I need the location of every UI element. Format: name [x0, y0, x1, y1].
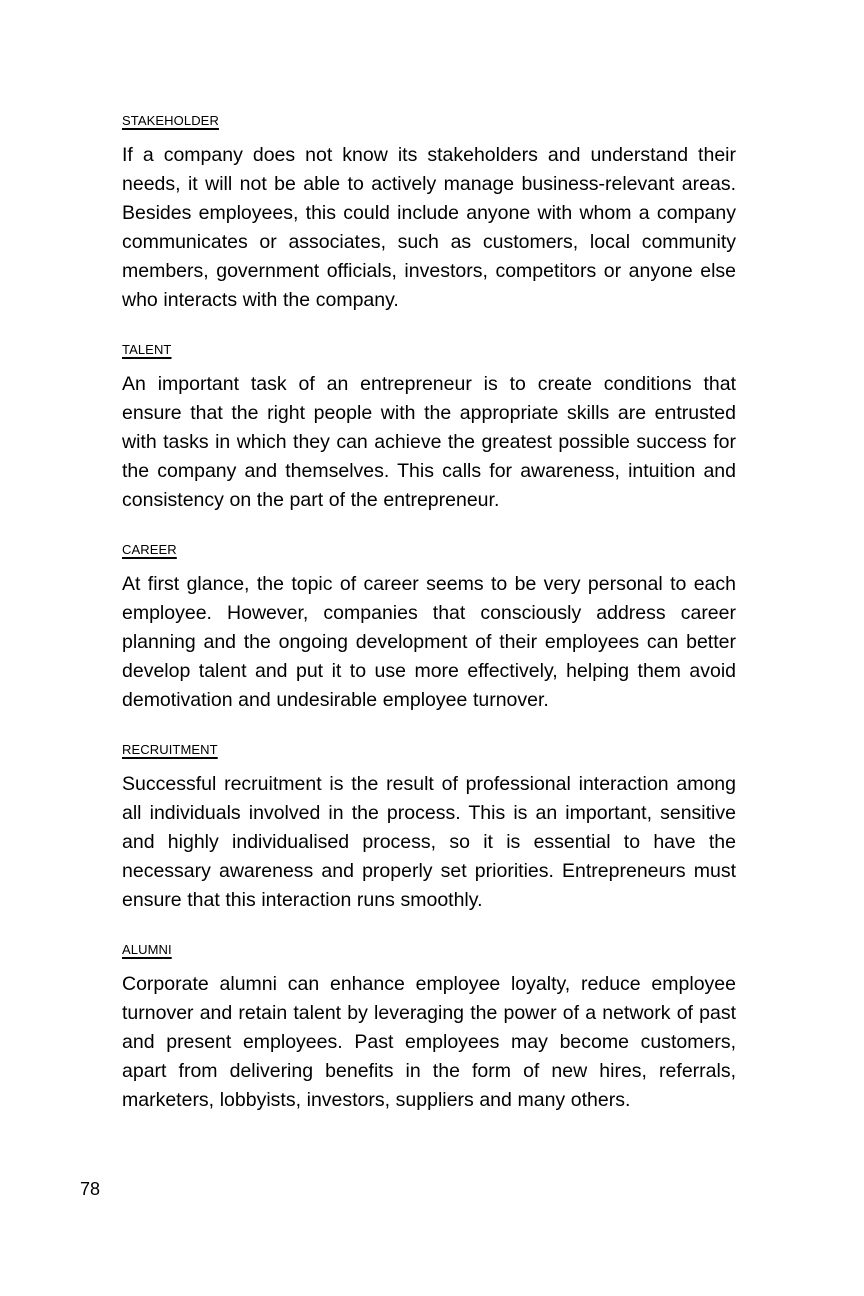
section-heading-recruitment: recruitment [122, 738, 218, 759]
section-body-alumni: Corporate alumni can enhance employee loyalty, reduce employee turnover and retain talent by leveraging the power of a network of past and present employees. Past employees may become customers, apart from delivering benefits in the form of new hires, referrals, marketers, lobbyists, investors, suppliers and many others. [122, 973, 736, 1111]
section-heading-talent: talent [122, 338, 172, 359]
section-heading-alumni: alumni [122, 938, 172, 959]
section-body-stakeholder: If a company does not know its stakeholders and understand their needs, it will not be able to actively manage business-relevant areas. Besides employees, this could include anyone with whom a company communicates or associates, such as customers, local community members, government officials, investors, competitors or anyone else who interacts with the company. [122, 144, 736, 311]
section-talent [122, 337, 736, 515]
section-alumni [122, 937, 736, 1115]
section-recruitment [122, 737, 736, 915]
section-body-career: At first glance, the topic of career seems to be very personal to each employee. However, companies that consciously address career planning and the ongoing development of their employees can better develop talent and put it to use more effectively, helping them avoid demotivation and undesirable employee turnover. [122, 573, 736, 711]
section-body-talent: An important task of an entrepreneur is to create conditions that ensure that the right people with the appropriate skills are entrusted with tasks in which they can achieve the greatest possible success for the company and themselves. This calls for awareness, intuition and consistency on the part of the entrepreneur. [122, 373, 736, 511]
section-career [122, 537, 736, 715]
page-content [122, 108, 736, 1115]
section-body-recruitment: Successful recruitment is the result of professional interaction among all individuals involved in the process. This is an important, sensitive and highly individualised process, so it is essential to have the necessary awareness and properly set priorities. Entrepreneurs must ensure that this interaction runs smoothly. [122, 773, 736, 911]
section-stakeholder [122, 108, 736, 315]
section-heading-stakeholder: stakeholder [122, 109, 219, 130]
page-number: 78 [80, 1179, 101, 1199]
section-heading-career: career [122, 538, 177, 559]
